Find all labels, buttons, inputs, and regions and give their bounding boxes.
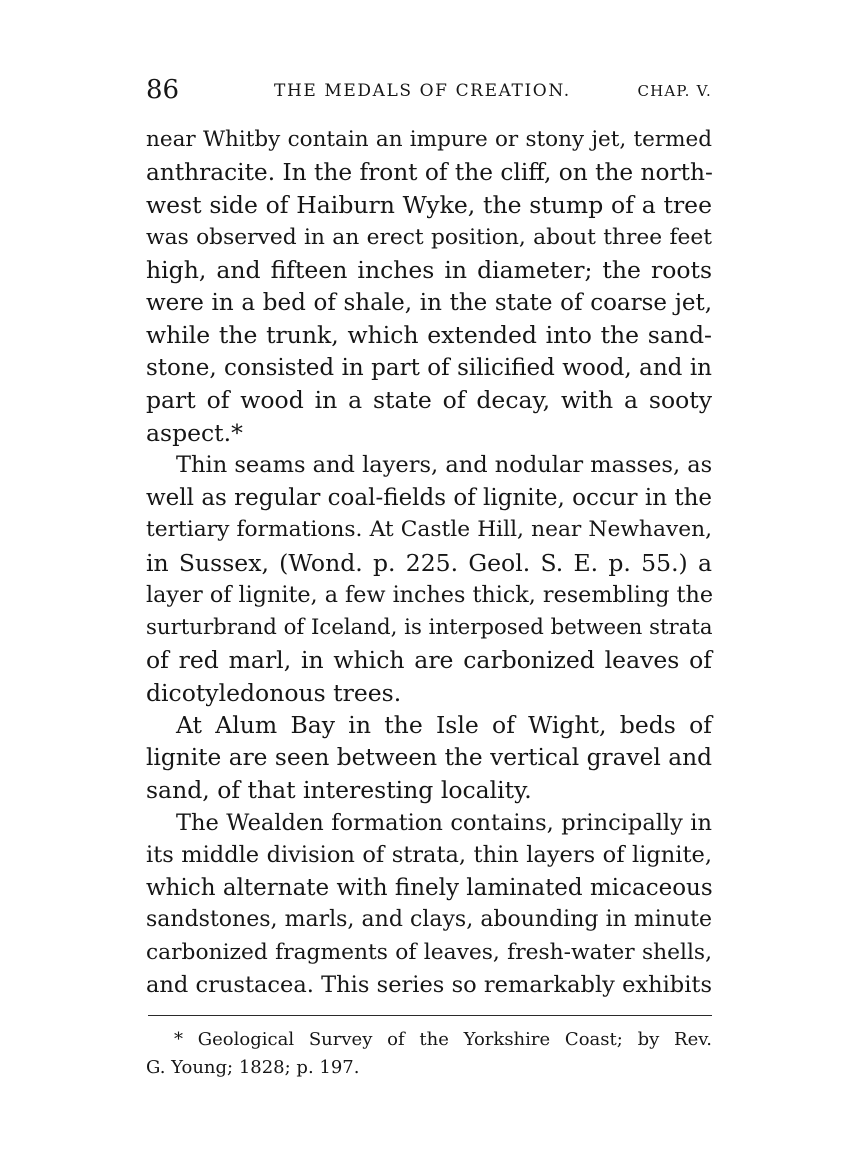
text-line: anthracite. In the front of the cliff, on the north- xyxy=(146,158,713,186)
text-line: At Alum Bay in the Isle of Wight, beds of xyxy=(176,711,712,739)
text-line: Thin seams and layers, and nodular masses, as xyxy=(176,452,713,478)
text-line: near Whitby contain an impure or stony jet, termed xyxy=(146,127,712,152)
page-number: 86 xyxy=(146,75,180,105)
footnote-divider xyxy=(148,1015,712,1016)
text-line: high, and fifteen inches in diameter; the roots xyxy=(146,256,712,284)
text-line: of red marl, in which are carbonized leaves of xyxy=(146,646,712,674)
text-line: layer of lignite, a few inches thick, resembling the xyxy=(146,582,713,608)
footnote-line: G. Young; 1828; p. 197. xyxy=(146,1057,360,1078)
text-line: were in a bed of shale, in the state of coarse jet, xyxy=(146,289,712,316)
text-line: west side of Haiburn Wyke, the stump of a tree xyxy=(146,191,712,219)
text-line: surturbrand of Iceland, is interposed between strata xyxy=(146,614,713,640)
text-line: sand, of that interesting locality. xyxy=(146,776,532,804)
text-line: was observed in an erect position, about three feet xyxy=(146,224,712,250)
text-line: which alternate with finely laminated micaceous xyxy=(146,874,713,901)
text-line: well as regular coal-fields of lignite, occur in the xyxy=(146,484,713,511)
text-line: sandstones, marls, and clays, abounding in minute xyxy=(146,907,712,932)
footnote xyxy=(146,1026,712,1082)
running-title: THE MEDALS OF CREATION. xyxy=(274,81,571,101)
text-line: its middle division of strata, thin layers of lignite, xyxy=(146,842,712,868)
text-line: part of wood in a state of decay, with a sooty xyxy=(146,386,712,414)
text-line: tertiary formations. At Castle Hill, near Newhaven, xyxy=(146,517,712,542)
chapter-reference: CHAP. V. xyxy=(637,82,712,100)
running-header xyxy=(146,74,712,106)
main-text xyxy=(146,124,712,1002)
text-line: aspect.* xyxy=(146,418,243,447)
text-line: lignite are seen between the vertical gravel and xyxy=(146,743,712,771)
text-line: The Wealden formation contains, principally in xyxy=(176,809,712,836)
text-line: and crustacea. This series so remarkably exhibits xyxy=(146,972,712,998)
text-line: dicotyledonous trees. xyxy=(146,678,402,707)
footnote-line: * Geological Survey of the Yorkshire Coast; by Rev. xyxy=(174,1029,712,1050)
text-line: carbonized fragments of leaves, fresh-water shells, xyxy=(146,939,712,965)
text-line: stone, consisted in part of silicified wood, and in xyxy=(146,354,712,381)
text-line: while the trunk, which extended into the sand- xyxy=(146,321,712,349)
text-line: in Sussex, (Wond. p. 225. Geol. S. E. p. 55.) a xyxy=(146,548,712,577)
